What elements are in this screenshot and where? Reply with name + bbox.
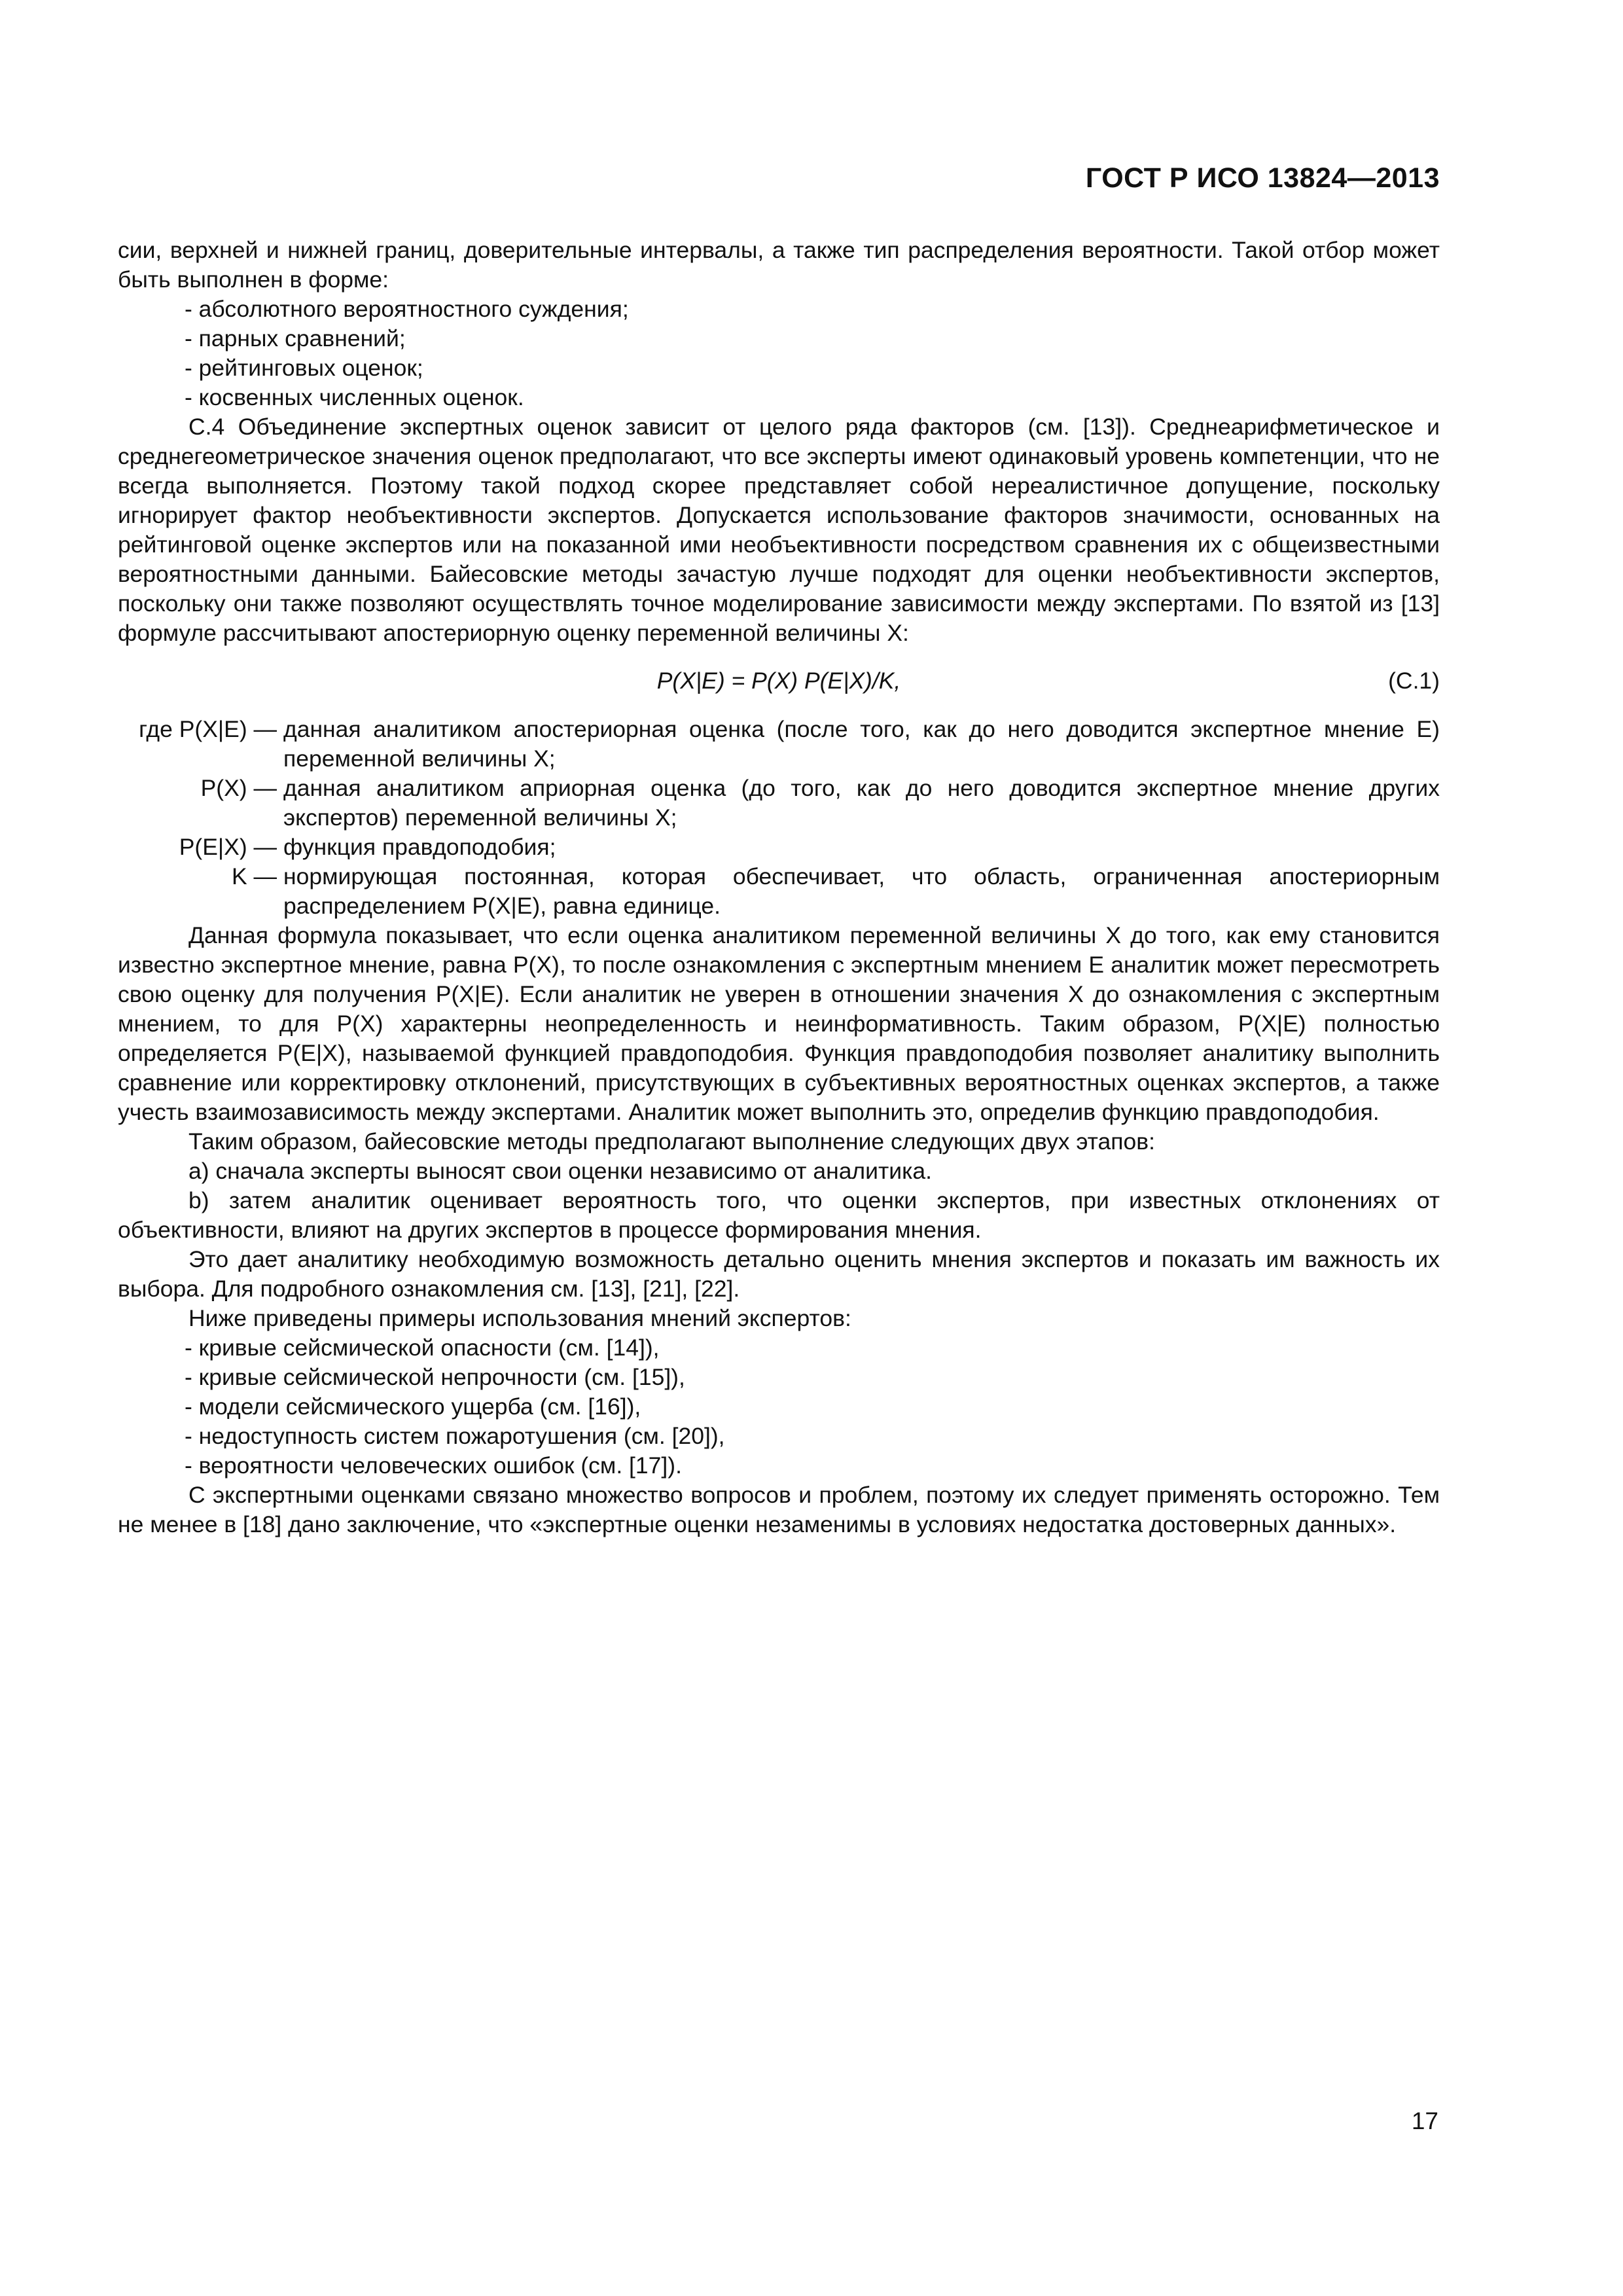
step-b: b) затем аналитик оценивает вероятность того, что оценки экспертов, при известных отклонениях от объективности, влияют на других экспертов в процессе формирования мнения. [118, 1187, 1440, 1243]
definition-term: K — [231, 863, 277, 889]
example-list-item: - недоступность систем пожаротушения (см. [20]), [185, 1423, 725, 1449]
intro-paragraph: сии, верхней и нижней границ, доверительные интервалы, а также тип распределения вероятности. Такой отбор может быть выполнен в форме: [118, 237, 1440, 293]
definition-row [118, 774, 1440, 833]
example-list-item: - кривые сейсмической непрочности (см. [15]), [185, 1364, 685, 1390]
definition-term: где P(X|E) — [139, 716, 277, 742]
definition-term: P(X) — [200, 775, 277, 801]
section-c4-paragraph: С.4 Объединение экспертных оценок зависит от целого ряда факторов (см. [13]). Среднеарифметическое и среднегеометрическое значения оценок предполагают, что все эксперты имеют одинаковый уровень компетенции, что не всегда выполняется. Поэтому такой подход скорее представляет собой нереалистичное допущение, поскольку игнорирует фактор необъективности экспертов. Допускается использование факторов значимости, основанных на рейтинговой оценке экспертов или на показанной ими необъективности посредством сравнения их с общеизвестными вероятностными данными. Байесовские методы зачастую лучше подходят для оценки необъективности экспертов, поскольку они также позволяют осуществлять точное моделирование зависимости между экспертами. По взятой из [13] формуле рассчитывают апостериорную оценку переменной величины X: [118, 414, 1440, 646]
form-list-item: - абсолютного вероятностного суждения; [185, 296, 629, 322]
formula-number: (С.1) [1388, 668, 1440, 694]
form-list-item: - парных сравнений; [185, 325, 406, 351]
example-list-item: - вероятности человеческих ошибок (см. [17]). [185, 1452, 682, 1479]
body-paragraph: Данная формула показывает, что если оценка аналитиком переменной величины X до того, как ему становится известно экспертное мнение, равна P(X), то после ознакомления с экспертным мнением E аналитик может пересмотреть свою оценку для получения P(X|E). Если аналитик не уверен в отношении значения X до ознакомления с экспертным мнением, то для P(X) характерны неопределенность и неинформативность. Таким образом, P(X|E) полностью определяется P(E|X), называемой функцией правдоподобия. Функция правдоподобия позволяет аналитику выполнить сравнение или корректировку отклонений, присутствующих в субъективных вероятностных оценках экспертов, а также учесть взаимозависимость между экспертами. Аналитик может выполнить это, определив функцию правдоподобия. [118, 922, 1440, 1125]
document-body [118, 236, 1440, 1539]
definition-desc: данная аналитиком априорная оценка (до того, как до него доводится экспертное мнение других экспертов) переменной величины X; [283, 775, 1440, 831]
formula-c1 [118, 662, 1440, 702]
body-paragraph: Ниже приведены примеры использования мнений экспертов: [188, 1305, 851, 1331]
formula-expression [118, 666, 1440, 696]
definition-row [118, 833, 1440, 862]
definition-term: P(E|X) — [179, 834, 277, 860]
body-paragraph: Это дает аналитику необходимую возможность детально оценить мнения экспертов и показать им важность их выбора. Для подробного ознакомления см. [13], [21], [22]. [118, 1246, 1440, 1302]
definition-row [118, 715, 1440, 774]
body-paragraph: С экспертными оценками связано множество вопросов и проблем, поэтому их следует применять осторожно. Тем не менее в [18] дано заключение, что «экспертные оценки незаменимы в условиях недостатка достоверных данных». [118, 1482, 1440, 1537]
definition-desc: нормирующая постоянная, которая обеспечивает, что область, ограниченная апостериорным распределением P(X|E), равна единице. [283, 863, 1440, 919]
formula-definitions [118, 715, 1440, 921]
example-list-item: - модели сейсмического ущерба (см. [16]), [185, 1393, 641, 1420]
document-header: ГОСТ Р ИСО 13824—2013 [1085, 162, 1440, 194]
formula-text: P(X|E) = P(X) P(E|X)/K, [656, 668, 901, 694]
definition-desc: функция правдоподобия; [283, 834, 556, 860]
step-a: а) сначала эксперты выносят свои оценки независимо от аналитика. [188, 1158, 932, 1184]
body-paragraph: Таким образом, байесовские методы предполагают выполнение следующих двух этапов: [188, 1128, 1155, 1155]
form-list-item: - рейтинговых оценок; [185, 355, 423, 381]
page-number: 17 [1411, 2108, 1438, 2134]
definition-desc: данная аналитиком апостериорная оценка (после того, как до него доводится экспертное мнение E) переменной величины X; [283, 716, 1440, 772]
example-list-item: - кривые сейсмической опасности (см. [14]), [185, 1335, 660, 1361]
definition-row [118, 862, 1440, 921]
form-list-item: - косвенных численных оценок. [185, 384, 524, 410]
